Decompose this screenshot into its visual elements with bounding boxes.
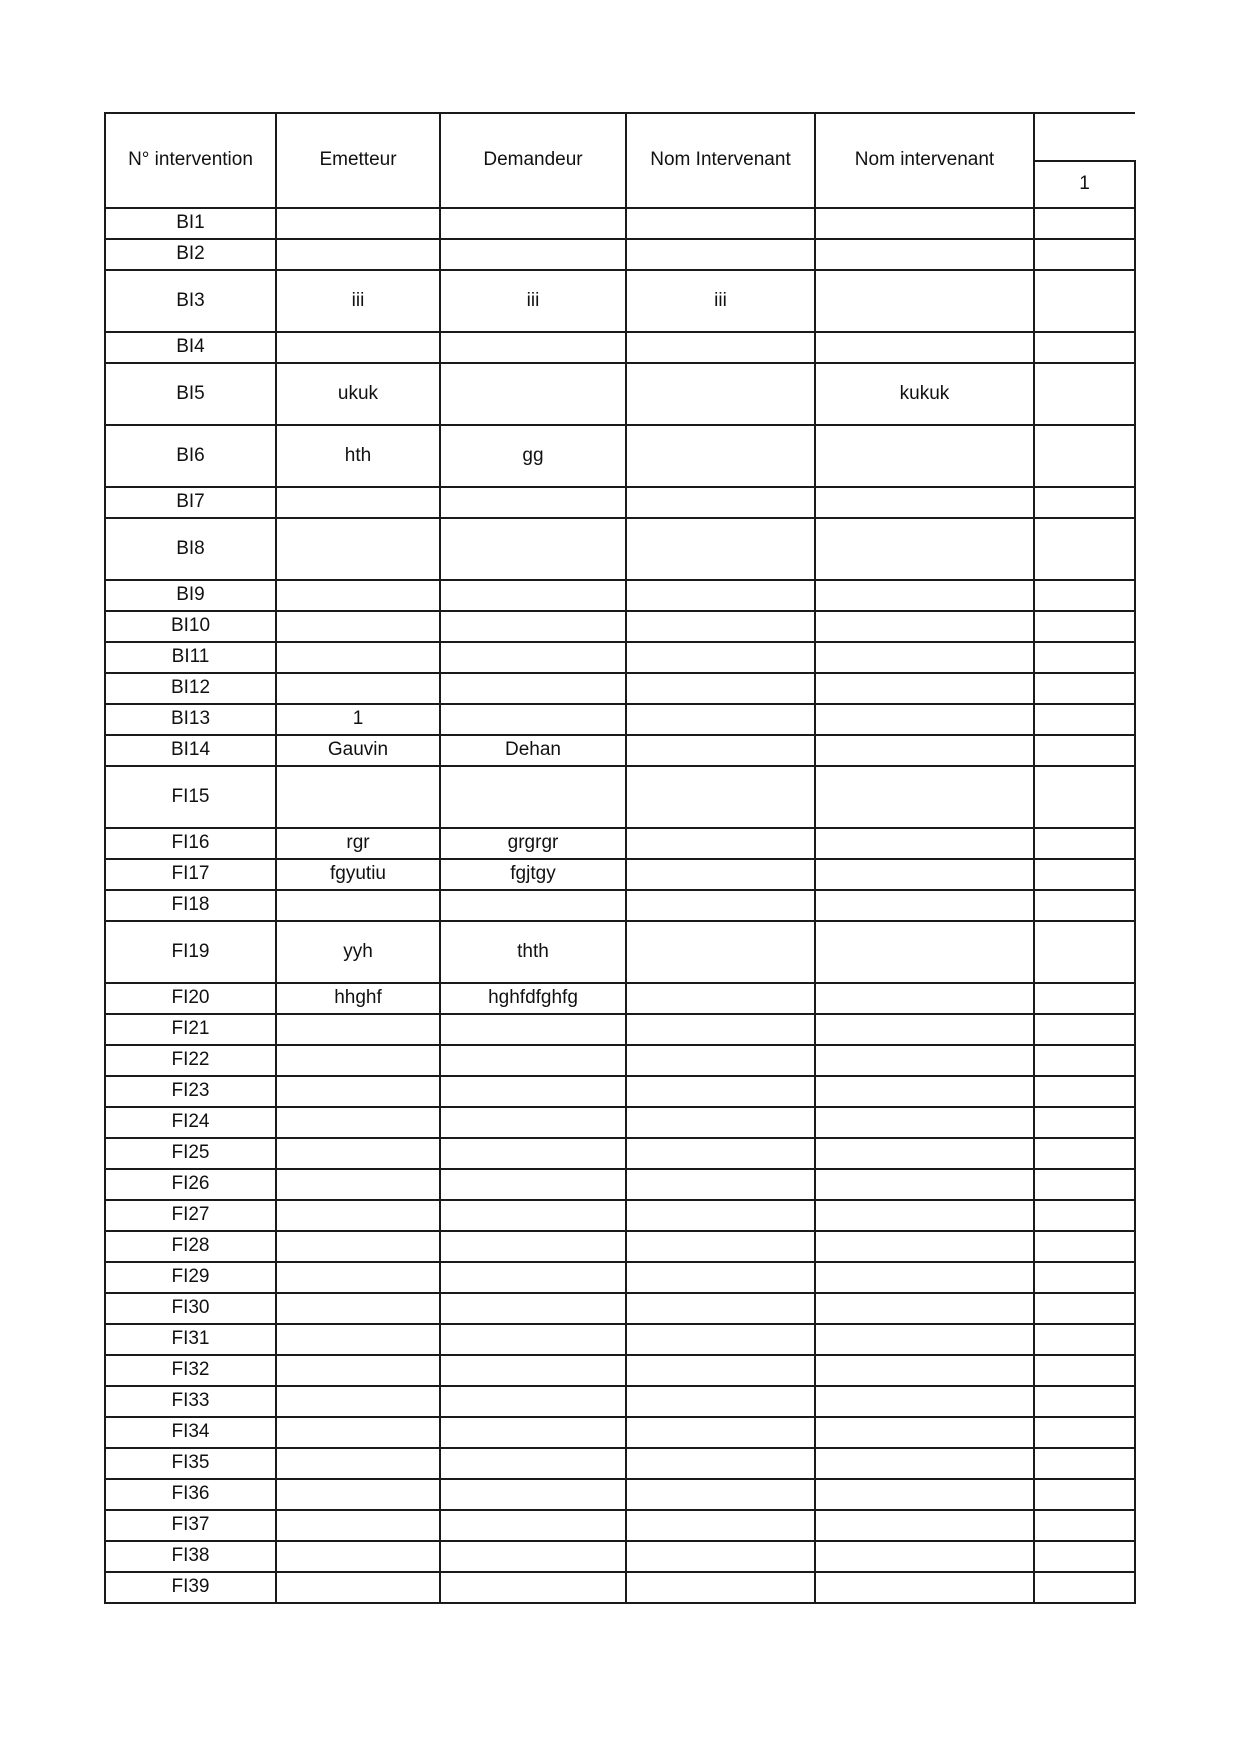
cell-intervention-number[interactable]: FI31 — [105, 1324, 276, 1355]
cell-nom-intervenant[interactable] — [626, 611, 815, 642]
table-row — [105, 1541, 1135, 1572]
cell-demandeur[interactable]: thth — [440, 921, 626, 983]
cell-nom-intervenant[interactable] — [626, 642, 815, 673]
table-row — [105, 921, 1135, 983]
cell-emetteur[interactable] — [276, 642, 440, 673]
table-row — [105, 1045, 1135, 1076]
cell-demandeur[interactable] — [440, 580, 626, 611]
cell-intervention-number[interactable]: FI34 — [105, 1417, 276, 1448]
cell-intervention-number[interactable]: FI24 — [105, 1107, 276, 1138]
table-row — [105, 1138, 1135, 1169]
table-row — [105, 611, 1135, 642]
cell-emetteur[interactable]: fgyutiu — [276, 859, 440, 890]
cell-emetteur[interactable] — [276, 1200, 440, 1231]
cell-emetteur[interactable] — [276, 1417, 440, 1448]
cell-demandeur[interactable] — [440, 1045, 626, 1076]
cell-col5[interactable] — [1034, 1169, 1135, 1200]
cell-demandeur[interactable] — [440, 1138, 626, 1169]
cell-col5[interactable] — [1034, 766, 1135, 828]
cell-emetteur[interactable] — [276, 332, 440, 363]
cell-demandeur[interactable] — [440, 208, 626, 239]
cell-emetteur[interactable]: hth — [276, 425, 440, 487]
cell-nom-intervenant-2[interactable] — [815, 1169, 1034, 1200]
header-emetteur: Emetteur — [276, 113, 440, 208]
cell-col5[interactable] — [1034, 1479, 1135, 1510]
cell-nom-intervenant-2[interactable] — [815, 1541, 1034, 1572]
cell-emetteur[interactable]: iii — [276, 270, 440, 332]
cell-nom-intervenant[interactable] — [626, 1541, 815, 1572]
cell-intervention-number[interactable]: FI15 — [105, 766, 276, 828]
cell-emetteur[interactable]: Gauvin — [276, 735, 440, 766]
cell-demandeur[interactable]: gg — [440, 425, 626, 487]
header-intervention-number: N° intervention — [105, 113, 276, 208]
cell-nom-intervenant-2[interactable] — [815, 1479, 1034, 1510]
cell-intervention-number[interactable]: FI39 — [105, 1572, 276, 1603]
header-row — [105, 113, 1135, 161]
cell-emetteur[interactable]: yyh — [276, 921, 440, 983]
cell-emetteur[interactable] — [276, 1169, 440, 1200]
cell-intervention-number[interactable]: BI1 — [105, 208, 276, 239]
table-row — [105, 890, 1135, 921]
cell-emetteur[interactable] — [276, 1386, 440, 1417]
cell-emetteur[interactable]: ukuk — [276, 363, 440, 425]
cell-intervention-number[interactable]: BI14 — [105, 735, 276, 766]
table-row — [105, 642, 1135, 673]
header-col5-sub: 1 — [1034, 161, 1135, 208]
cell-col5[interactable] — [1034, 1076, 1135, 1107]
cell-emetteur[interactable] — [276, 1014, 440, 1045]
cell-intervention-number[interactable]: BI9 — [105, 580, 276, 611]
table-row — [105, 1417, 1135, 1448]
table-row — [105, 1169, 1135, 1200]
cell-emetteur[interactable] — [276, 208, 440, 239]
cell-demandeur[interactable] — [440, 1572, 626, 1603]
cell-nom-intervenant[interactable] — [626, 1417, 815, 1448]
cell-col5[interactable] — [1034, 1293, 1135, 1324]
cell-demandeur[interactable] — [440, 1510, 626, 1541]
cell-nom-intervenant-2[interactable] — [815, 921, 1034, 983]
table-row — [105, 1107, 1135, 1138]
cell-nom-intervenant-2[interactable] — [815, 1014, 1034, 1045]
table-row — [105, 1076, 1135, 1107]
cell-nom-intervenant[interactable] — [626, 1107, 815, 1138]
cell-nom-intervenant[interactable] — [626, 1448, 815, 1479]
cell-demandeur[interactable] — [440, 1479, 626, 1510]
table-row — [105, 1448, 1135, 1479]
cell-demandeur[interactable] — [440, 890, 626, 921]
cell-intervention-number[interactable]: FI32 — [105, 1355, 276, 1386]
cell-intervention-number[interactable]: FI20 — [105, 983, 276, 1014]
cell-intervention-number[interactable]: BI5 — [105, 363, 276, 425]
cell-emetteur[interactable] — [276, 611, 440, 642]
cell-col5[interactable] — [1034, 704, 1135, 735]
table-row — [105, 425, 1135, 487]
cell-demandeur[interactable] — [440, 1448, 626, 1479]
cell-nom-intervenant[interactable] — [626, 1200, 815, 1231]
cell-nom-intervenant-2[interactable] — [815, 1386, 1034, 1417]
cell-col5[interactable] — [1034, 425, 1135, 487]
cell-nom-intervenant-2[interactable] — [815, 1107, 1034, 1138]
cell-col5[interactable] — [1034, 735, 1135, 766]
table-row — [105, 1386, 1135, 1417]
cell-nom-intervenant[interactable] — [626, 239, 815, 270]
table-row — [105, 270, 1135, 332]
cell-demandeur[interactable] — [440, 1386, 626, 1417]
cell-nom-intervenant-2[interactable] — [815, 1138, 1034, 1169]
cell-col5[interactable] — [1034, 983, 1135, 1014]
cell-col5[interactable] — [1034, 1355, 1135, 1386]
cell-nom-intervenant-2[interactable] — [815, 983, 1034, 1014]
cell-intervention-number[interactable]: FI36 — [105, 1479, 276, 1510]
cell-col5[interactable] — [1034, 1107, 1135, 1138]
intervention-table — [104, 112, 1136, 1604]
cell-demandeur[interactable]: Dehan — [440, 735, 626, 766]
cell-intervention-number[interactable]: BI10 — [105, 611, 276, 642]
cell-nom-intervenant[interactable] — [626, 1262, 815, 1293]
cell-nom-intervenant[interactable] — [626, 487, 815, 518]
cell-emetteur[interactable] — [276, 1324, 440, 1355]
cell-nom-intervenant-2[interactable] — [815, 828, 1034, 859]
cell-col5[interactable] — [1034, 580, 1135, 611]
cell-intervention-number[interactable]: FI21 — [105, 1014, 276, 1045]
cell-col5[interactable] — [1034, 859, 1135, 890]
cell-intervention-number[interactable]: FI38 — [105, 1541, 276, 1572]
cell-nom-intervenant[interactable] — [626, 1169, 815, 1200]
cell-col5[interactable] — [1034, 239, 1135, 270]
cell-nom-intervenant[interactable] — [626, 735, 815, 766]
cell-col5[interactable] — [1034, 518, 1135, 580]
table-row — [105, 859, 1135, 890]
cell-nom-intervenant-2[interactable] — [815, 704, 1034, 735]
cell-emetteur[interactable] — [276, 766, 440, 828]
cell-nom-intervenant[interactable] — [626, 1479, 815, 1510]
cell-emetteur[interactable] — [276, 1107, 440, 1138]
cell-emetteur[interactable]: 1 — [276, 704, 440, 735]
cell-intervention-number[interactable]: FI27 — [105, 1200, 276, 1231]
table-row — [105, 1479, 1135, 1510]
cell-nom-intervenant[interactable] — [626, 1231, 815, 1262]
cell-nom-intervenant-2[interactable] — [815, 611, 1034, 642]
cell-emetteur[interactable] — [276, 239, 440, 270]
cell-demandeur[interactable] — [440, 673, 626, 704]
cell-col5[interactable] — [1034, 1045, 1135, 1076]
cell-col5[interactable] — [1034, 1138, 1135, 1169]
cell-nom-intervenant[interactable] — [626, 1386, 815, 1417]
table-row — [105, 580, 1135, 611]
cell-nom-intervenant[interactable] — [626, 1510, 815, 1541]
cell-demandeur[interactable] — [440, 1355, 626, 1386]
cell-nom-intervenant[interactable] — [626, 859, 815, 890]
cell-nom-intervenant-2[interactable] — [815, 1262, 1034, 1293]
table-row — [105, 1324, 1135, 1355]
cell-col5[interactable] — [1034, 1324, 1135, 1355]
header-col5-top — [1034, 113, 1135, 161]
cell-nom-intervenant[interactable] — [626, 332, 815, 363]
cell-nom-intervenant-2[interactable] — [815, 1293, 1034, 1324]
cell-nom-intervenant-2[interactable] — [815, 642, 1034, 673]
table-row — [105, 239, 1135, 270]
cell-col5[interactable] — [1034, 1231, 1135, 1262]
cell-intervention-number[interactable]: FI37 — [105, 1510, 276, 1541]
cell-nom-intervenant[interactable] — [626, 1138, 815, 1169]
table-row — [105, 1231, 1135, 1262]
cell-nom-intervenant-2[interactable] — [815, 239, 1034, 270]
cell-emetteur[interactable] — [276, 673, 440, 704]
cell-nom-intervenant[interactable] — [626, 890, 815, 921]
cell-demandeur[interactable] — [440, 1169, 626, 1200]
cell-demandeur[interactable] — [440, 1200, 626, 1231]
table-row — [105, 766, 1135, 828]
cell-col5[interactable] — [1034, 642, 1135, 673]
cell-col5[interactable] — [1034, 1572, 1135, 1603]
cell-nom-intervenant[interactable] — [626, 766, 815, 828]
cell-nom-intervenant[interactable] — [626, 1324, 815, 1355]
cell-intervention-number[interactable]: BI11 — [105, 642, 276, 673]
table-row — [105, 363, 1135, 425]
cell-demandeur[interactable] — [440, 1014, 626, 1045]
cell-nom-intervenant-2[interactable] — [815, 208, 1034, 239]
cell-intervention-number[interactable]: BI3 — [105, 270, 276, 332]
cell-col5[interactable] — [1034, 828, 1135, 859]
cell-emetteur[interactable] — [276, 487, 440, 518]
intervention-table-container — [104, 112, 1136, 1604]
cell-nom-intervenant-2[interactable] — [815, 673, 1034, 704]
cell-demandeur[interactable] — [440, 642, 626, 673]
table-row — [105, 1293, 1135, 1324]
table-row — [105, 673, 1135, 704]
cell-col5[interactable] — [1034, 1262, 1135, 1293]
cell-nom-intervenant[interactable] — [626, 425, 815, 487]
cell-intervention-number[interactable]: FI35 — [105, 1448, 276, 1479]
table-row — [105, 1014, 1135, 1045]
cell-emetteur[interactable] — [276, 1572, 440, 1603]
cell-demandeur[interactable] — [440, 1417, 626, 1448]
cell-nom-intervenant-2[interactable] — [815, 580, 1034, 611]
cell-nom-intervenant-2[interactable] — [815, 425, 1034, 487]
cell-nom-intervenant-2[interactable] — [815, 1448, 1034, 1479]
cell-intervention-number[interactable]: BI6 — [105, 425, 276, 487]
cell-emetteur[interactable] — [276, 518, 440, 580]
cell-demandeur[interactable]: iii — [440, 270, 626, 332]
cell-emetteur[interactable] — [276, 1045, 440, 1076]
table-row — [105, 487, 1135, 518]
cell-nom-intervenant-2[interactable]: kukuk — [815, 363, 1034, 425]
cell-intervention-number[interactable]: FI28 — [105, 1231, 276, 1262]
cell-intervention-number[interactable]: BI13 — [105, 704, 276, 735]
table-row — [105, 1510, 1135, 1541]
cell-emetteur[interactable] — [276, 1510, 440, 1541]
cell-demandeur[interactable] — [440, 611, 626, 642]
cell-demandeur[interactable] — [440, 518, 626, 580]
cell-intervention-number[interactable]: BI12 — [105, 673, 276, 704]
cell-nom-intervenant-2[interactable] — [815, 859, 1034, 890]
table-row — [105, 735, 1135, 766]
cell-nom-intervenant[interactable] — [626, 518, 815, 580]
cell-demandeur[interactable] — [440, 1107, 626, 1138]
cell-demandeur[interactable] — [440, 1231, 626, 1262]
cell-col5[interactable] — [1034, 1014, 1135, 1045]
cell-nom-intervenant[interactable] — [626, 673, 815, 704]
cell-demandeur[interactable] — [440, 1293, 626, 1324]
cell-nom-intervenant[interactable] — [626, 208, 815, 239]
cell-nom-intervenant-2[interactable] — [815, 766, 1034, 828]
cell-nom-intervenant[interactable] — [626, 363, 815, 425]
cell-intervention-number[interactable]: FI33 — [105, 1386, 276, 1417]
table-row — [105, 1200, 1135, 1231]
cell-intervention-number[interactable]: BI4 — [105, 332, 276, 363]
cell-intervention-number[interactable]: FI30 — [105, 1293, 276, 1324]
cell-demandeur[interactable] — [440, 1541, 626, 1572]
cell-demandeur[interactable] — [440, 1262, 626, 1293]
cell-demandeur[interactable] — [440, 487, 626, 518]
cell-nom-intervenant[interactable] — [626, 580, 815, 611]
cell-col5[interactable] — [1034, 270, 1135, 332]
table-row — [105, 1572, 1135, 1603]
cell-nom-intervenant-2[interactable] — [815, 518, 1034, 580]
cell-demandeur[interactable]: hghfdfghfg — [440, 983, 626, 1014]
cell-demandeur[interactable]: grgrgr — [440, 828, 626, 859]
cell-nom-intervenant-2[interactable] — [815, 332, 1034, 363]
cell-nom-intervenant-2[interactable] — [815, 1355, 1034, 1386]
cell-nom-intervenant[interactable] — [626, 1045, 815, 1076]
cell-intervention-number[interactable]: FI16 — [105, 828, 276, 859]
cell-nom-intervenant[interactable] — [626, 1076, 815, 1107]
table-row — [105, 704, 1135, 735]
cell-intervention-number[interactable]: FI22 — [105, 1045, 276, 1076]
cell-col5[interactable] — [1034, 890, 1135, 921]
table-row — [105, 1262, 1135, 1293]
table-row — [105, 1355, 1135, 1386]
cell-nom-intervenant-2[interactable] — [815, 1324, 1034, 1355]
cell-intervention-number[interactable]: FI18 — [105, 890, 276, 921]
cell-intervention-number[interactable]: BI2 — [105, 239, 276, 270]
header-demandeur: Demandeur — [440, 113, 626, 208]
cell-nom-intervenant-2[interactable] — [815, 1076, 1034, 1107]
cell-intervention-number[interactable]: FI19 — [105, 921, 276, 983]
cell-nom-intervenant-2[interactable] — [815, 1200, 1034, 1231]
cell-col5[interactable] — [1034, 332, 1135, 363]
cell-col5[interactable] — [1034, 1448, 1135, 1479]
cell-nom-intervenant-2[interactable] — [815, 1045, 1034, 1076]
cell-nom-intervenant[interactable] — [626, 921, 815, 983]
cell-demandeur[interactable] — [440, 1324, 626, 1355]
cell-nom-intervenant[interactable] — [626, 1014, 815, 1045]
cell-demandeur[interactable] — [440, 332, 626, 363]
cell-col5[interactable] — [1034, 363, 1135, 425]
cell-nom-intervenant[interactable] — [626, 1572, 815, 1603]
cell-intervention-number[interactable]: FI17 — [105, 859, 276, 890]
cell-col5[interactable] — [1034, 487, 1135, 518]
cell-emetteur[interactable] — [276, 890, 440, 921]
cell-col5[interactable] — [1034, 208, 1135, 239]
cell-demandeur[interactable] — [440, 704, 626, 735]
cell-emetteur[interactable] — [276, 1262, 440, 1293]
cell-emetteur[interactable] — [276, 1231, 440, 1262]
cell-nom-intervenant-2[interactable] — [815, 1417, 1034, 1448]
cell-intervention-number[interactable]: BI8 — [105, 518, 276, 580]
cell-col5[interactable] — [1034, 1200, 1135, 1231]
cell-emetteur[interactable] — [276, 1479, 440, 1510]
cell-demandeur[interactable] — [440, 766, 626, 828]
table-row — [105, 208, 1135, 239]
cell-emetteur[interactable] — [276, 1293, 440, 1324]
cell-nom-intervenant-2[interactable] — [815, 487, 1034, 518]
cell-intervention-number[interactable]: FI26 — [105, 1169, 276, 1200]
cell-nom-intervenant[interactable] — [626, 1355, 815, 1386]
cell-intervention-number[interactable]: BI7 — [105, 487, 276, 518]
cell-intervention-number[interactable]: FI23 — [105, 1076, 276, 1107]
table-body — [105, 208, 1135, 1603]
cell-nom-intervenant-2[interactable] — [815, 1572, 1034, 1603]
cell-emetteur[interactable]: hhghf — [276, 983, 440, 1014]
header-nom-intervenant-2: Nom intervenant — [815, 113, 1034, 208]
cell-col5[interactable] — [1034, 673, 1135, 704]
cell-intervention-number[interactable]: FI29 — [105, 1262, 276, 1293]
cell-emetteur[interactable] — [276, 1138, 440, 1169]
cell-col5[interactable] — [1034, 921, 1135, 983]
table-row — [105, 518, 1135, 580]
cell-nom-intervenant[interactable] — [626, 704, 815, 735]
cell-nom-intervenant-2[interactable] — [815, 1510, 1034, 1541]
cell-emetteur[interactable] — [276, 580, 440, 611]
cell-col5[interactable] — [1034, 1417, 1135, 1448]
cell-nom-intervenant[interactable]: iii — [626, 270, 815, 332]
cell-emetteur[interactable] — [276, 1355, 440, 1386]
cell-nom-intervenant[interactable] — [626, 1293, 815, 1324]
cell-demandeur[interactable] — [440, 363, 626, 425]
cell-nom-intervenant-2[interactable] — [815, 270, 1034, 332]
table-row — [105, 983, 1135, 1014]
cell-emetteur[interactable]: rgr — [276, 828, 440, 859]
cell-nom-intervenant[interactable] — [626, 983, 815, 1014]
cell-nom-intervenant-2[interactable] — [815, 890, 1034, 921]
cell-nom-intervenant-2[interactable] — [815, 1231, 1034, 1262]
cell-col5[interactable] — [1034, 1386, 1135, 1417]
cell-emetteur[interactable] — [276, 1448, 440, 1479]
cell-demandeur[interactable] — [440, 239, 626, 270]
cell-demandeur[interactable] — [440, 1076, 626, 1107]
cell-intervention-number[interactable]: FI25 — [105, 1138, 276, 1169]
cell-col5[interactable] — [1034, 611, 1135, 642]
cell-demandeur[interactable]: fgjtgy — [440, 859, 626, 890]
table-row — [105, 828, 1135, 859]
cell-nom-intervenant[interactable] — [626, 828, 815, 859]
table-row — [105, 332, 1135, 363]
cell-col5[interactable] — [1034, 1510, 1135, 1541]
cell-col5[interactable] — [1034, 1541, 1135, 1572]
cell-nom-intervenant-2[interactable] — [815, 735, 1034, 766]
header-nom-intervenant: Nom Intervenant — [626, 113, 815, 208]
cell-emetteur[interactable] — [276, 1076, 440, 1107]
cell-emetteur[interactable] — [276, 1541, 440, 1572]
